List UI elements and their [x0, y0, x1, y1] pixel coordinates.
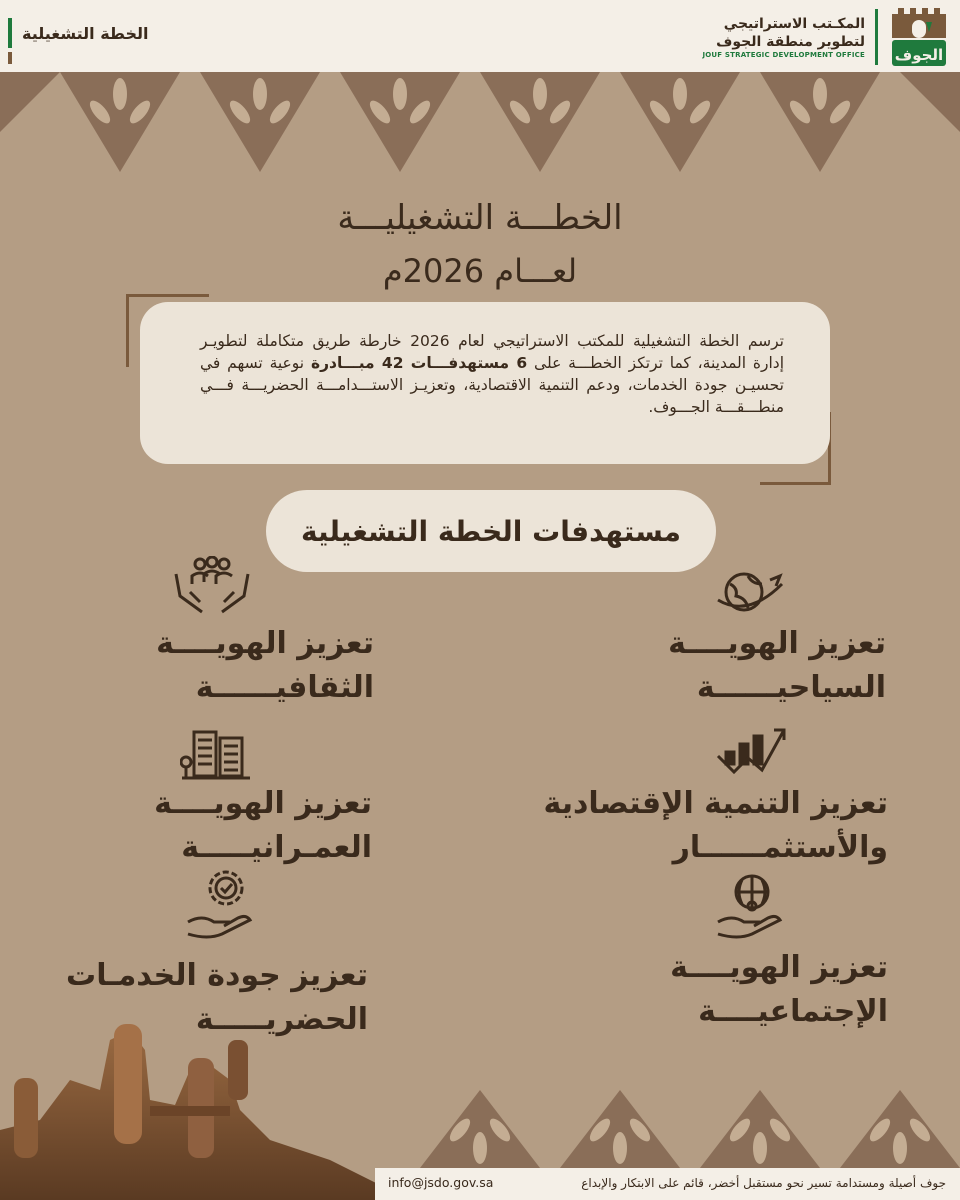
- header-bar: [0, 0, 960, 72]
- chart-growth-icon: [716, 726, 786, 778]
- target-services-line1: تعزيز جودة الخدمـات: [66, 958, 368, 993]
- section-label-text: الخطة التشغيلية: [22, 23, 149, 43]
- target-tourism-line2: السياحيــــــة: [696, 670, 886, 705]
- org-name: [702, 15, 865, 59]
- green-accent-bar: [8, 18, 12, 48]
- target-economic-line1: تعزيز التنمية الإقتصادية: [543, 786, 888, 821]
- section-title: مستهدفات الخطة التشغيلية: [300, 514, 682, 548]
- section-label: [8, 18, 149, 48]
- org-name-english: JOUF STRATEGIC DEVELOPMENT OFFICE: [702, 51, 865, 59]
- buildings-icon: [180, 728, 252, 780]
- target-cultural: [50, 622, 374, 710]
- target-tourism: [560, 622, 886, 710]
- target-economic: [543, 782, 888, 870]
- target-social-line2: الإجتماعيــــة: [698, 994, 888, 1029]
- description-part1: ترسم الخطة التشغيلية للمكتب الاستراتيجي لعام 2026 خارطة طريق متكاملة لتطويـر إدارة المدينة، كما ترتكز الخطـــة على: [200, 332, 785, 372]
- target-cultural-line1: تعزيز الهويــــة: [156, 626, 374, 661]
- target-social-line1: تعزيز الهويــــة: [670, 950, 888, 985]
- description-bold: 6 مستهدفـــات 42 مبـــادرة: [310, 354, 528, 372]
- target-economic-line2: والأستثمــــــار: [672, 830, 888, 865]
- hands-people-icon: [172, 556, 252, 616]
- description-text: [200, 330, 784, 418]
- logo-text: الجوف: [894, 46, 944, 64]
- description-part2: نوعية تسهم في تحسيـن جودة الخدمات، ودعم التنمية الاقتصادية، وتعزيـز الاستـــدامـــة الحضريـــة فـــي منطـــقـــة الجـــوف.: [200, 354, 784, 416]
- target-tourism-line1: تعزيز الهويــــة: [668, 626, 886, 661]
- target-cultural-line2: الثقافيــــــة: [195, 670, 374, 705]
- fort-illustration: [0, 1010, 380, 1200]
- header-divider: [875, 9, 878, 65]
- hand-gear-check-icon: [186, 866, 256, 942]
- jouf-logo: [888, 6, 950, 68]
- page-title: الخطـــة التشغيليـــة: [337, 198, 623, 238]
- hand-globe-people-icon: [716, 872, 786, 942]
- page-subtitle: لعـــام 2026م: [382, 252, 578, 290]
- globe-plane-icon: [714, 566, 786, 618]
- footer-slogan: جوف أصيلة ومستدامة تسير نحو مستقبل أخضر، قائم على الابتكار والإبداع: [581, 1176, 946, 1190]
- org-name-line1: المكـتب الاستراتيجي: [723, 16, 865, 32]
- target-social: [560, 946, 888, 1034]
- org-branding: [702, 6, 950, 68]
- target-urban: [50, 782, 372, 870]
- org-name-line2: لتطوير منطقة الجوف: [716, 34, 865, 50]
- target-services-line2: الحضريـــــة: [195, 1002, 368, 1037]
- target-urban-line2: العمـرانيـــــة: [181, 830, 372, 865]
- target-urban-line1: تعزيز الهويــــة: [154, 786, 372, 821]
- brown-accent-bar: [8, 52, 12, 64]
- top-diamond-pattern: [0, 72, 960, 192]
- section-title-pill: [266, 490, 716, 572]
- footer-email[interactable]: info@jsdo.gov.sa: [388, 1175, 494, 1190]
